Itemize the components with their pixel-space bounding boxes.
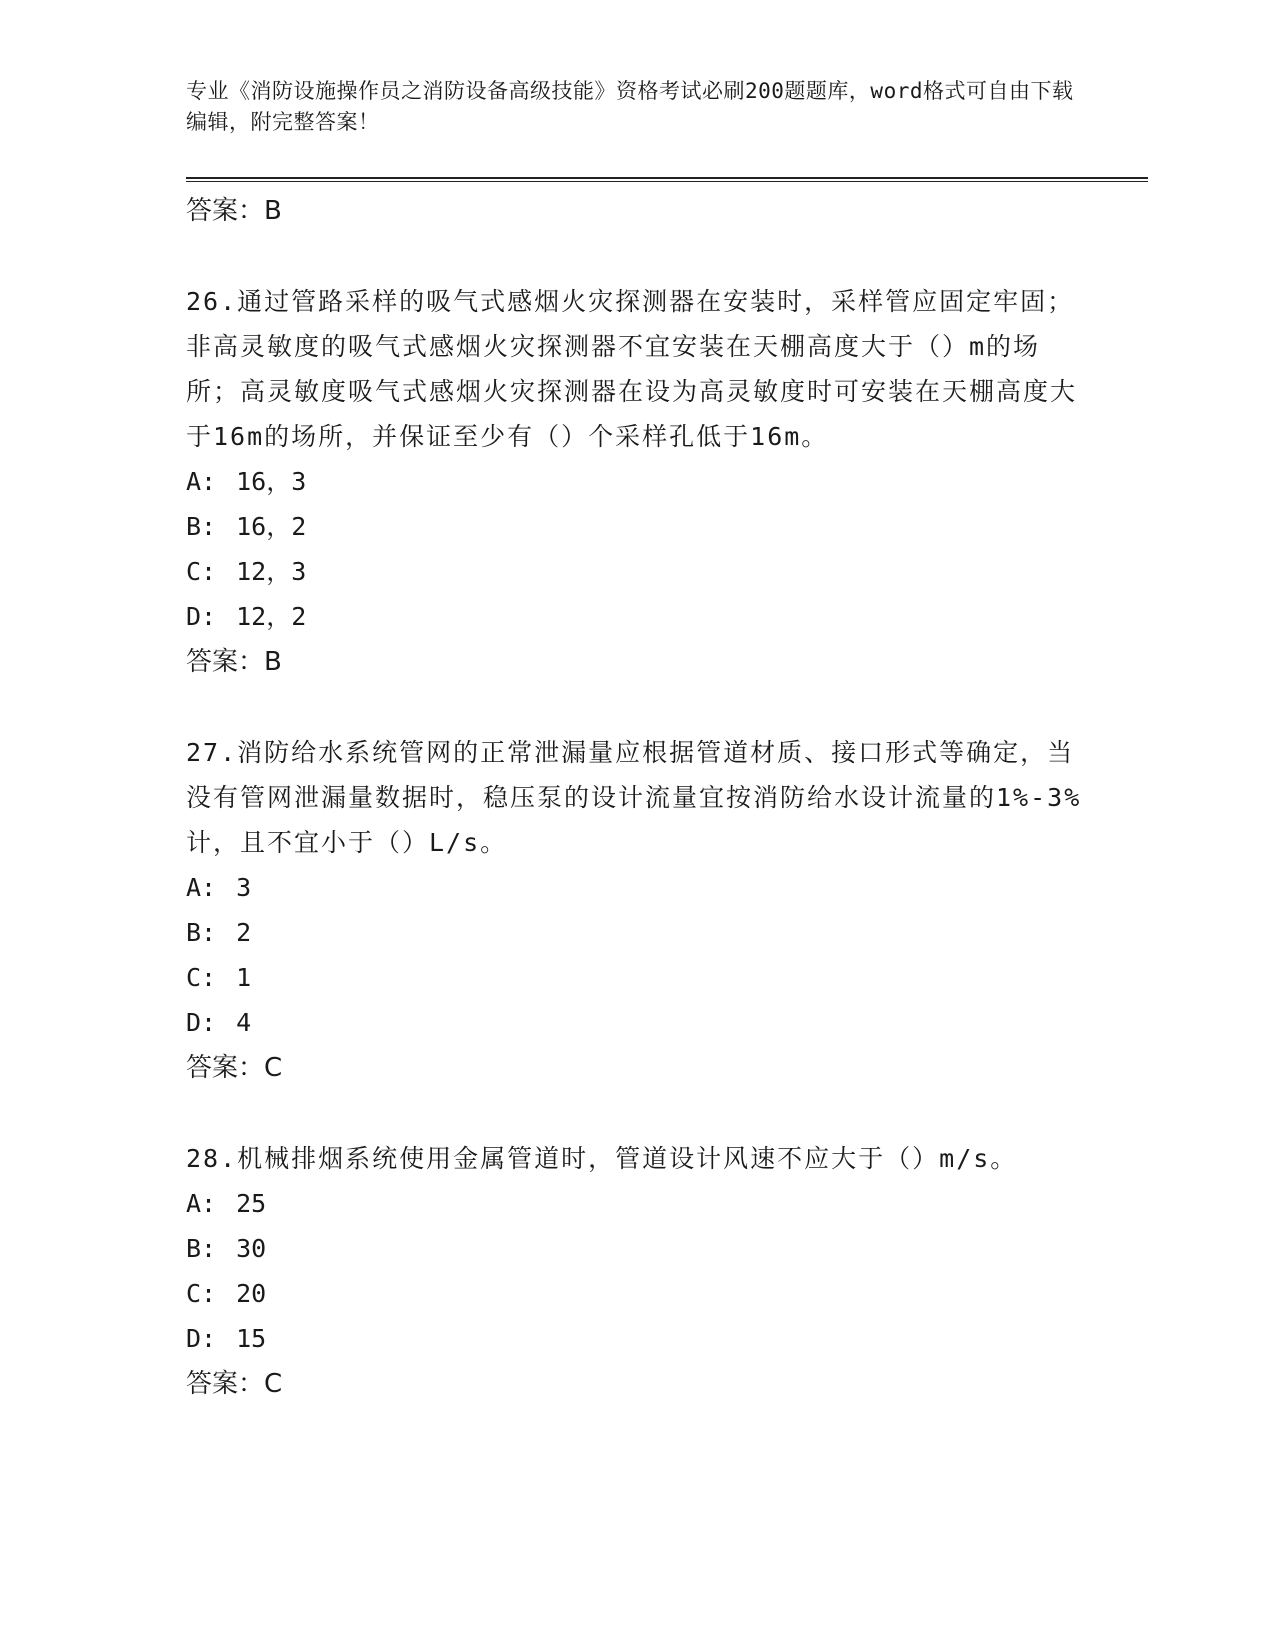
option-letter: B: xyxy=(186,1234,217,1263)
option-b xyxy=(186,1226,1086,1271)
answer-line: 答案：B xyxy=(186,647,282,677)
option-c xyxy=(186,549,1086,594)
option-text: 4 xyxy=(236,1008,252,1037)
option-letter: D: xyxy=(186,1324,217,1353)
option-b xyxy=(186,504,1086,549)
option-d xyxy=(186,594,1086,639)
option-letter: C: xyxy=(186,1279,217,1308)
question-26 xyxy=(186,279,1086,685)
option-text: 16，3 xyxy=(236,467,307,496)
header-divider-thin xyxy=(186,181,1148,182)
option-c xyxy=(186,955,1086,1000)
question-list xyxy=(186,188,1086,1407)
option-letter: C: xyxy=(186,557,217,586)
option-a xyxy=(186,865,1086,910)
option-text: 30 xyxy=(236,1234,267,1263)
option-a xyxy=(186,459,1086,504)
answer-line: 答案：C xyxy=(186,1053,283,1083)
option-letter: C: xyxy=(186,963,217,992)
option-text: 3 xyxy=(236,873,252,902)
option-letter: D: xyxy=(186,1008,217,1037)
question-28 xyxy=(186,1136,1086,1407)
question-27 xyxy=(186,730,1086,1091)
option-letter: B: xyxy=(186,512,217,541)
option-a xyxy=(186,1181,1086,1226)
page-header: 专业《消防设施操作员之消防设备高级技能》资格考试必刷200题题库，word格式可自由下载编辑，附完整答案！ xyxy=(186,79,1074,134)
header-divider xyxy=(186,177,1148,179)
option-b xyxy=(186,910,1086,955)
question-stem: 27.消防给水系统管网的正常泄漏量应根据管道材质、接口形式等确定，当没有管网泄漏量数据时，稳压泵的设计流量宜按消防给水设计流量的1%-3%计，且不宜小于（）L/s。 xyxy=(186,738,1082,857)
option-text: 12，3 xyxy=(236,557,307,586)
option-letter: A: xyxy=(186,467,217,496)
option-text: 20 xyxy=(236,1279,267,1308)
question-stem: 26.通过管路采样的吸气式感烟火灾探测器在安装时，采样管应固定牢固；非高灵敏度的吸气式感烟火灾探测器不宜安装在天棚高度大于（）m的场所；高灵敏度吸气式感烟火灾探测器在设为高灵敏度时可安装在天棚高度大于16m的场所，并保证至少有（）个采样孔低于16m。 xyxy=(186,287,1078,451)
option-text: 16，2 xyxy=(236,512,307,541)
option-text: 2 xyxy=(236,918,252,947)
option-d xyxy=(186,1000,1086,1045)
option-letter: A: xyxy=(186,873,217,902)
option-letter: B: xyxy=(186,918,217,947)
question-stem: 28.机械排烟系统使用金属管道时，管道设计风速不应大于（）m/s。 xyxy=(186,1144,1018,1173)
option-text: 25 xyxy=(236,1189,267,1218)
option-d xyxy=(186,1316,1086,1361)
option-text: 15 xyxy=(236,1324,267,1353)
answer-line: 答案：B xyxy=(186,196,282,226)
option-text: 12，2 xyxy=(236,602,307,631)
option-c xyxy=(186,1271,1086,1316)
option-letter: D: xyxy=(186,602,217,631)
answer-line: 答案：C xyxy=(186,1369,283,1399)
option-letter: A: xyxy=(186,1189,217,1218)
option-text: 1 xyxy=(236,963,252,992)
